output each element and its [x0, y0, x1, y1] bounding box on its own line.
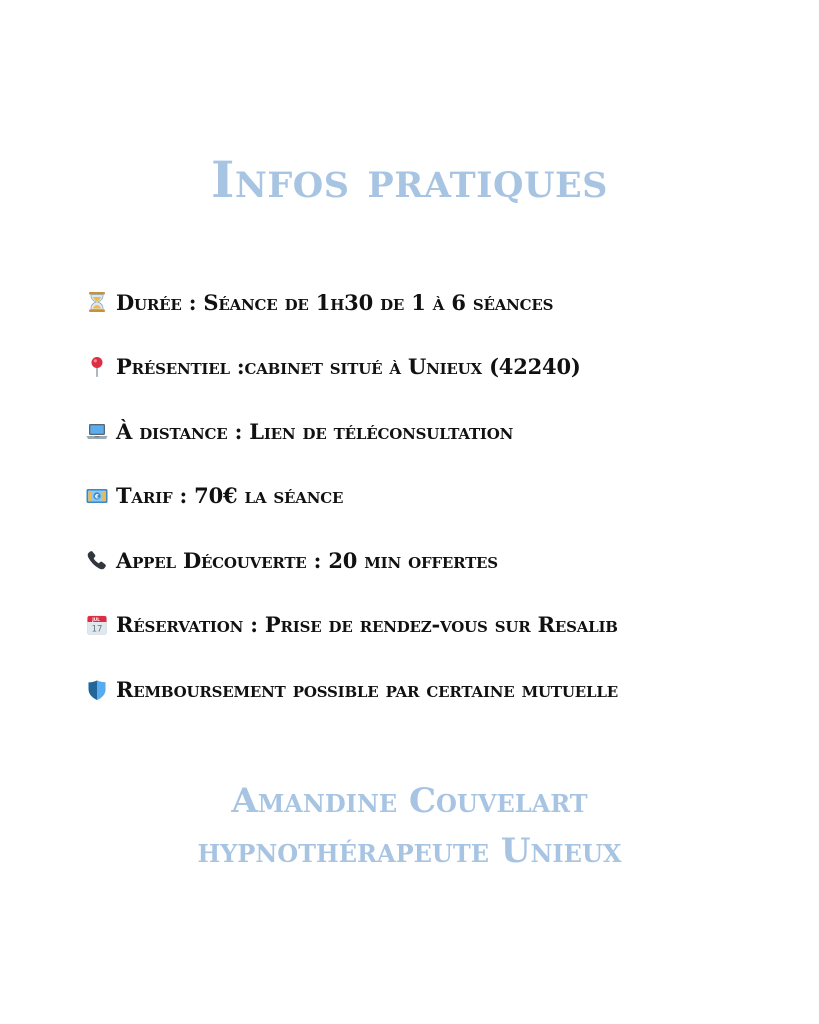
- reimbursement-text: Remboursement possible par certaine mutuelle: [116, 677, 618, 703]
- round-pushpin-icon: [86, 356, 108, 378]
- list-item-location: [86, 351, 806, 383]
- shield-icon: [86, 679, 108, 701]
- svg-text:€: €: [94, 493, 100, 501]
- duration-text: Durée : Séance de 1h30 de 1 à 6 séances: [116, 289, 554, 315]
- page-title: Infos pratiques: [211, 150, 608, 209]
- info-list: [86, 286, 806, 738]
- list-item-booking: [86, 609, 806, 641]
- euro-banknote-icon: [86, 485, 108, 507]
- hourglass-icon: [86, 291, 108, 313]
- calendar-month: JUL: [92, 616, 100, 622]
- list-item-duration: [86, 286, 806, 318]
- calendar-day: 17: [91, 624, 103, 635]
- list-item-remote: [86, 415, 806, 447]
- calendar-icon: [86, 614, 108, 636]
- list-item-reimbursement: [86, 674, 806, 706]
- footer-signature: [0, 776, 819, 876]
- telephone-receiver-icon: [86, 549, 108, 571]
- remote-text: À distance : Lien de téléconsultation: [116, 418, 514, 444]
- discovery-call-text: Appel Découverte : 20 min offertes: [116, 547, 498, 573]
- footer-name: Amandine Couvelart: [231, 781, 588, 821]
- booking-text: Réservation : Prise de rendez-vous sur Resalib: [116, 612, 618, 638]
- price-text: Tarif : 70€ la séance: [116, 483, 344, 509]
- list-item-discovery-call: [86, 544, 806, 576]
- laptop-icon: [86, 420, 108, 442]
- footer-subtitle: hypnothérapeute Unieux: [197, 831, 622, 871]
- list-item-price: [86, 480, 806, 512]
- location-text: Présentiel :cabinet situé à Unieux (42240): [116, 354, 581, 380]
